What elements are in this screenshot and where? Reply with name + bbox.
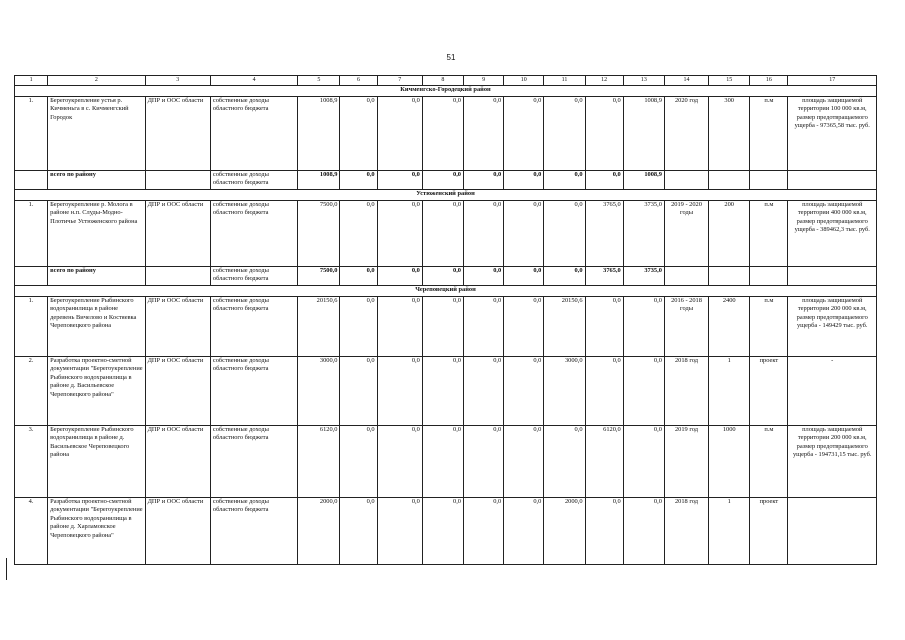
table-cell: площадь защищаемой территории 200 000 кв.м, размер предотвращаемого ущерба - 149429 тыс. руб. [788, 297, 877, 357]
table-cell: 2000,0 [544, 498, 585, 565]
table-cell: 0,0 [464, 97, 504, 171]
table-cell: 0,0 [422, 498, 463, 565]
table-cell: 0,0 [422, 426, 463, 498]
table-cell: 2000,0 [298, 498, 340, 565]
table-cell: 1 [709, 357, 750, 426]
table-cell: 0,0 [340, 201, 377, 267]
table-cell: 0,0 [585, 297, 623, 357]
table-cell: п.м [750, 201, 788, 267]
table-cell: 0,0 [422, 97, 463, 171]
table-cell: 2018 год [664, 357, 708, 426]
table-cell: 0,0 [377, 426, 422, 498]
table-cell: 4. [15, 498, 48, 565]
table-cell: 0,0 [340, 297, 377, 357]
table-cell: 0,0 [623, 357, 664, 426]
table-cell: 3765,0 [585, 201, 623, 267]
table-cell: 0,0 [340, 498, 377, 565]
table-cell: 0,0 [340, 97, 377, 171]
table-cell: 2400 [709, 297, 750, 357]
margin-mark [6, 558, 7, 580]
table-cell: собственные доходы областного бюджета [210, 171, 297, 190]
table-cell: 0,0 [504, 498, 544, 565]
table-cell: проект [750, 357, 788, 426]
table-cell: 0,0 [585, 171, 623, 190]
table-cell: 0,0 [340, 357, 377, 426]
table-cell [709, 267, 750, 286]
table-cell: п.м [750, 97, 788, 171]
table-body [15, 76, 877, 565]
table-cell: 0,0 [464, 267, 504, 286]
column-number-cell: 8 [422, 76, 463, 86]
table-cell: 0,0 [623, 297, 664, 357]
table-cell: 0,0 [585, 357, 623, 426]
table-cell: всего по району [48, 171, 145, 190]
project-row [15, 297, 877, 357]
table-cell: Разработка проектно-сметной документации "Берегоукрепление Рыбинского водохранилища в районе д. Васильевское Череповецкого района" [48, 357, 145, 426]
district-row [15, 86, 877, 97]
table-cell [15, 267, 48, 286]
table-cell: 1008,9 [623, 171, 664, 190]
column-number-cell: 11 [544, 76, 585, 86]
column-number-cell: 4 [210, 76, 297, 86]
table-cell: 0,0 [544, 426, 585, 498]
table-cell: 1. [15, 201, 48, 267]
table-cell: площадь защищаемой территории 100 000 кв.м, размер предотвращаемого ущерба - 97365,58 тыс. руб. [788, 97, 877, 171]
table-cell: 0,0 [544, 267, 585, 286]
table-cell: ДПР и ООС области [145, 498, 210, 565]
table-cell: 2018 год [664, 498, 708, 565]
column-number-cell: 3 [145, 76, 210, 86]
table-cell: 2. [15, 357, 48, 426]
table-cell: 0,0 [464, 201, 504, 267]
table-cell: 0,0 [377, 357, 422, 426]
table-cell: собственные доходы областного бюджета [210, 97, 297, 171]
table-cell: 0,0 [504, 426, 544, 498]
project-row [15, 498, 877, 565]
table-cell: 3735,0 [623, 267, 664, 286]
table-cell: 0,0 [377, 171, 422, 190]
table-cell [15, 171, 48, 190]
table-cell: 0,0 [544, 171, 585, 190]
table-cell: 0,0 [377, 201, 422, 267]
district-title: Кичменгско-Городецкий район [15, 86, 877, 97]
table-cell: ДПР и ООС области [145, 426, 210, 498]
project-row [15, 426, 877, 498]
column-number-cell: 9 [464, 76, 504, 86]
table-cell: 0,0 [422, 201, 463, 267]
table-cell: 2019 - 2020 годы [664, 201, 708, 267]
table-cell: 0,0 [377, 267, 422, 286]
table-cell: 0,0 [504, 267, 544, 286]
column-number-cell: 7 [377, 76, 422, 86]
table-cell: 3. [15, 426, 48, 498]
table-cell: 1008,9 [623, 97, 664, 171]
table-cell: 0,0 [544, 97, 585, 171]
table-cell: 0,0 [464, 297, 504, 357]
project-row [15, 201, 877, 267]
column-number-cell: 14 [664, 76, 708, 86]
table-cell: собственные доходы областного бюджета [210, 498, 297, 565]
table-cell: п.м [750, 297, 788, 357]
table-cell: 1 [709, 498, 750, 565]
table-cell: 2019 год [664, 426, 708, 498]
table-cell: 7500,0 [298, 267, 340, 286]
table-cell: 0,0 [422, 267, 463, 286]
table-cell: 0,0 [464, 498, 504, 565]
district-title: Череповецкий район [15, 286, 877, 297]
table-cell: 2020 год [664, 97, 708, 171]
district-total-row [15, 171, 877, 190]
program-table [14, 75, 877, 565]
table-cell: собственные доходы областного бюджета [210, 297, 297, 357]
table-cell: 1008,9 [298, 171, 340, 190]
table-cell: 0,0 [504, 97, 544, 171]
table-cell: 3000,0 [298, 357, 340, 426]
table-cell: собственные доходы областного бюджета [210, 426, 297, 498]
table-cell: ДПР и ООС области [145, 201, 210, 267]
table-cell [709, 171, 750, 190]
column-number-cell: 2 [48, 76, 145, 86]
table-cell [145, 267, 210, 286]
table-cell: 300 [709, 97, 750, 171]
table-cell: Берегоукрепление Рыбинского водохранилища в районе деревень Вичелово и Костяевка Череповецкого района [48, 297, 145, 357]
table-cell: 0,0 [340, 426, 377, 498]
table-cell: собственные доходы областного бюджета [210, 267, 297, 286]
table-cell: собственные доходы областного бюджета [210, 357, 297, 426]
table-cell [750, 267, 788, 286]
table-cell: 0,0 [504, 297, 544, 357]
table-cell: 3000,0 [544, 357, 585, 426]
table-cell [664, 171, 708, 190]
district-row [15, 286, 877, 297]
column-number-cell: 17 [788, 76, 877, 86]
table-cell: 0,0 [585, 97, 623, 171]
column-number-cell: 10 [504, 76, 544, 86]
table-cell: Берегоукрепление устья р. Кичменьга в с. Кичменгский Городок [48, 97, 145, 171]
table-cell: 2016 - 2018 годы [664, 297, 708, 357]
table-cell: 0,0 [544, 201, 585, 267]
district-total-row [15, 267, 877, 286]
table-cell: п.м [750, 426, 788, 498]
table-cell: 0,0 [377, 97, 422, 171]
table-cell: площадь защищаемой территории 400 000 кв.м, размер предотвращаемого ущерба - 389462,3 тыс. руб. [788, 201, 877, 267]
table-cell: 1000 [709, 426, 750, 498]
table-cell: 0,0 [377, 297, 422, 357]
page-number: 51 [446, 53, 456, 62]
table-cell [788, 498, 877, 565]
table-cell: собственные доходы областного бюджета [210, 201, 297, 267]
table-cell [788, 267, 877, 286]
column-number-row [15, 76, 877, 86]
table-cell: площадь защищаемой территории 200 000 кв.м, размер предотвращаемого ущерба - 194731,15 тыс. руб. [788, 426, 877, 498]
table-cell [664, 267, 708, 286]
column-number-cell: 13 [623, 76, 664, 86]
table-cell: 0,0 [585, 498, 623, 565]
table-cell: ДПР и ООС области [145, 97, 210, 171]
table-cell: 3765,0 [585, 267, 623, 286]
table-cell: 1. [15, 97, 48, 171]
table-cell: 0,0 [464, 357, 504, 426]
column-number-cell: 15 [709, 76, 750, 86]
table-cell: 20150,6 [298, 297, 340, 357]
district-title: Устюженский район [15, 190, 877, 201]
table-cell: 0,0 [377, 498, 422, 565]
column-number-cell: 1 [15, 76, 48, 86]
table-cell: 1. [15, 297, 48, 357]
table-cell: 6120,0 [298, 426, 340, 498]
project-row [15, 97, 877, 171]
table-cell: 0,0 [422, 171, 463, 190]
table-cell: 0,0 [504, 201, 544, 267]
table-cell: 20150,6 [544, 297, 585, 357]
table-cell: 0,0 [340, 171, 377, 190]
column-number-cell: 5 [298, 76, 340, 86]
table-cell: Берегоукрепление р. Молога в районе н.п. Слуды-Модно-Плотичье Устюженского района [48, 201, 145, 267]
table-cell: 0,0 [623, 498, 664, 565]
table-cell: 0,0 [623, 426, 664, 498]
table-cell: 1008,9 [298, 97, 340, 171]
column-number-cell: 16 [750, 76, 788, 86]
district-row [15, 190, 877, 201]
table-cell: 0,0 [504, 357, 544, 426]
table-cell: 0,0 [422, 297, 463, 357]
column-number-cell: 12 [585, 76, 623, 86]
table-cell: 200 [709, 201, 750, 267]
table-cell: 0,0 [422, 357, 463, 426]
table-cell: Берегоукрепление Рыбинского водохранилища в районе д. Васильевское Череповецкого района [48, 426, 145, 498]
table-cell: 0,0 [340, 267, 377, 286]
column-number-cell: 6 [340, 76, 377, 86]
table-cell: 0,0 [464, 426, 504, 498]
table-cell: ДПР и ООС области [145, 297, 210, 357]
table-cell: 3735,0 [623, 201, 664, 267]
table-cell: ДПР и ООС области [145, 357, 210, 426]
table-cell [145, 171, 210, 190]
table-cell: 0,0 [504, 171, 544, 190]
table-cell: 0,0 [464, 171, 504, 190]
table-cell: Разработка проектно-сметной документации "Берегоукрепление Рыбинского водохранилища в районе д. Харламовское Череповецкого района" [48, 498, 145, 565]
project-row [15, 357, 877, 426]
table-cell: проект [750, 498, 788, 565]
table-cell: 6120,0 [585, 426, 623, 498]
table-cell: 7500,0 [298, 201, 340, 267]
table-cell [788, 171, 877, 190]
table-cell [750, 171, 788, 190]
table-cell: всего по району [48, 267, 145, 286]
table-cell: - [788, 357, 877, 426]
